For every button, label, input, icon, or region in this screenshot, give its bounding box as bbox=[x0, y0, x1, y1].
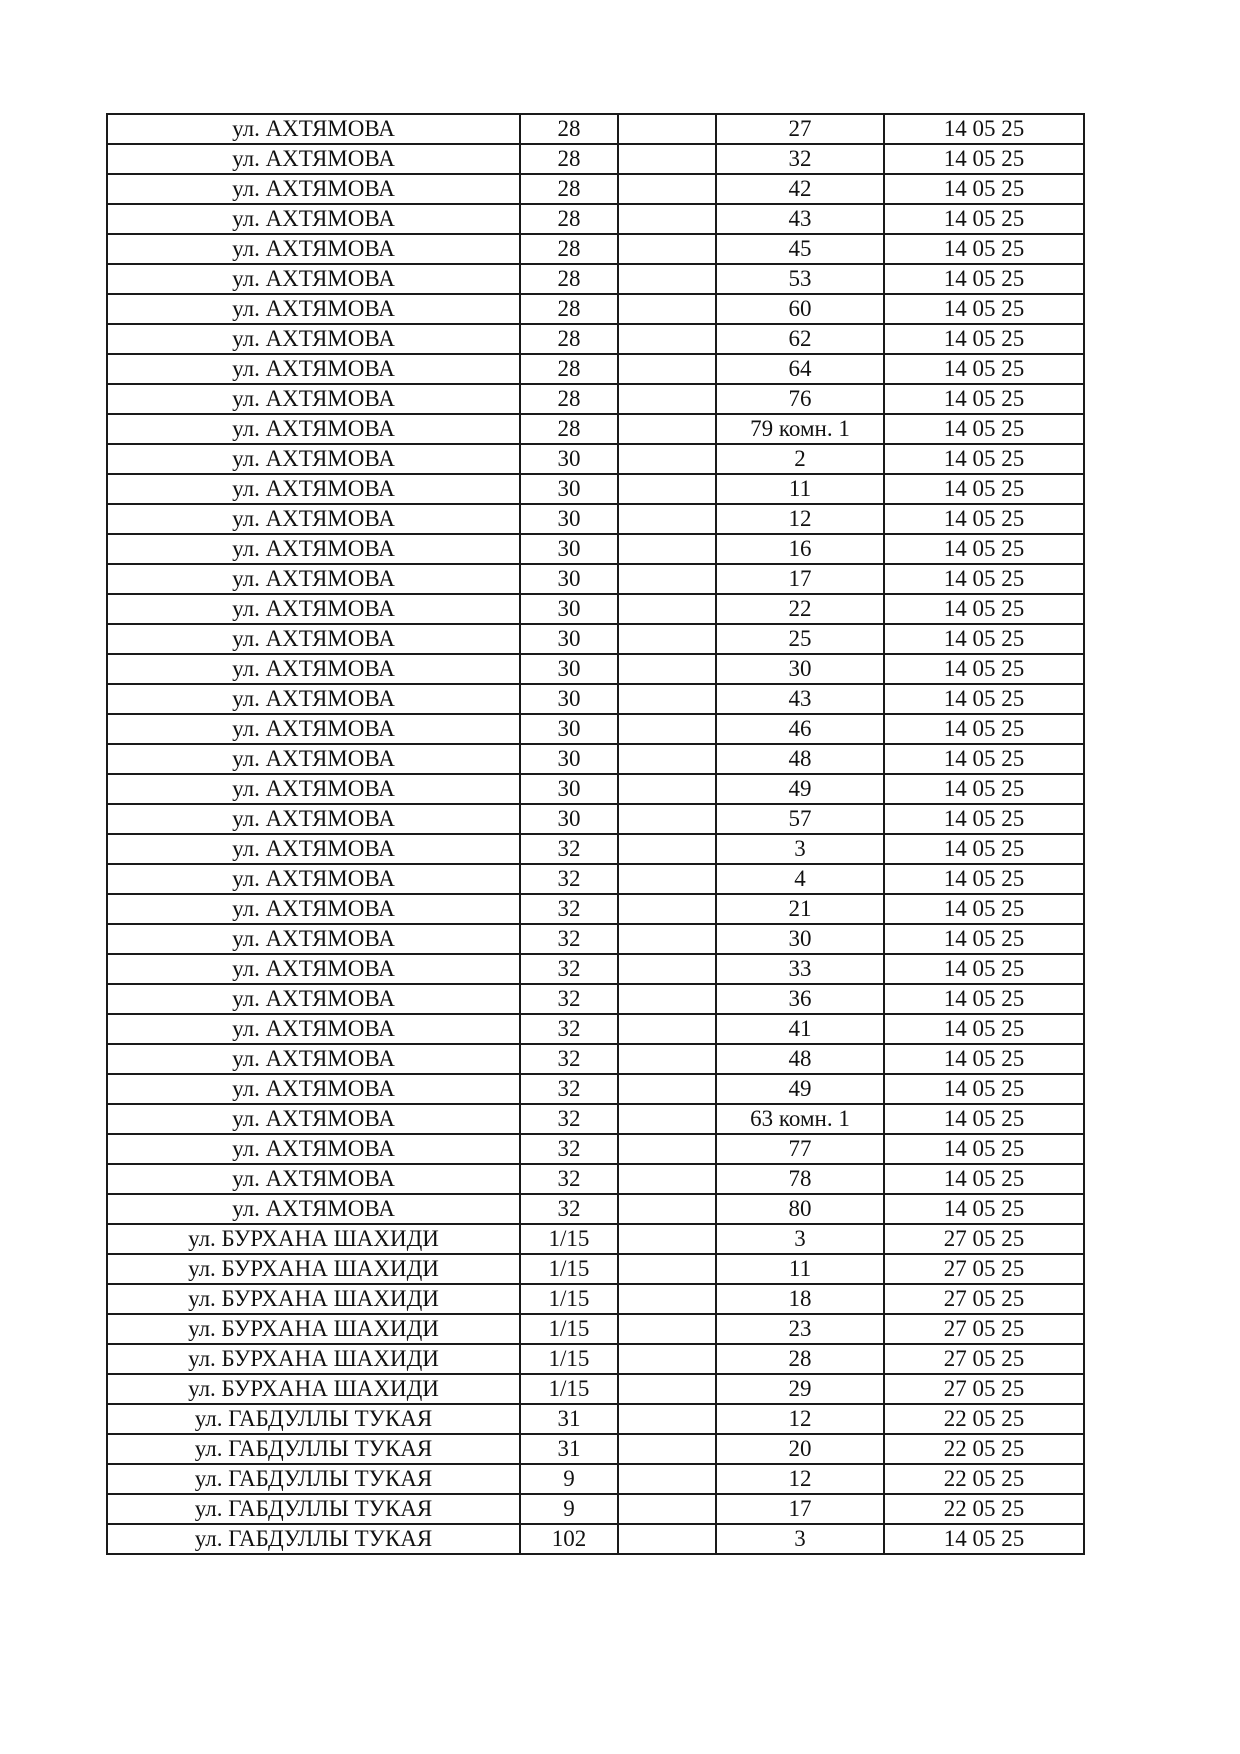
street-cell: ул. БУРХАНА ШАХИДИ bbox=[107, 1254, 520, 1284]
apartment-cell: 57 bbox=[716, 804, 884, 834]
house-number-cell: 32 bbox=[520, 894, 618, 924]
date-cell: 14 05 25 bbox=[884, 414, 1084, 444]
date-cell: 14 05 25 bbox=[884, 654, 1084, 684]
date-cell: 14 05 25 bbox=[884, 864, 1084, 894]
house-number-cell: 30 bbox=[520, 654, 618, 684]
apartment-cell: 45 bbox=[716, 234, 884, 264]
street-cell: ул. АХТЯМОВА bbox=[107, 1164, 520, 1194]
house-number-cell: 32 bbox=[520, 924, 618, 954]
building-cell bbox=[618, 1254, 716, 1284]
date-cell: 14 05 25 bbox=[884, 1134, 1084, 1164]
table-row bbox=[107, 1164, 1084, 1194]
house-number-cell: 32 bbox=[520, 984, 618, 1014]
table-row bbox=[107, 894, 1084, 924]
street-cell: ул. АХТЯМОВА bbox=[107, 984, 520, 1014]
date-cell: 14 05 25 bbox=[884, 324, 1084, 354]
house-number-cell: 28 bbox=[520, 234, 618, 264]
table-row bbox=[107, 834, 1084, 864]
apartment-cell: 17 bbox=[716, 1494, 884, 1524]
street-cell: ул. АХТЯМОВА bbox=[107, 144, 520, 174]
house-number-cell: 32 bbox=[520, 1164, 618, 1194]
building-cell bbox=[618, 294, 716, 324]
apartment-cell: 36 bbox=[716, 984, 884, 1014]
house-number-cell: 1/15 bbox=[520, 1374, 618, 1404]
date-cell: 14 05 25 bbox=[884, 624, 1084, 654]
street-cell: ул. БУРХАНА ШАХИДИ bbox=[107, 1284, 520, 1314]
street-cell: ул. АХТЯМОВА bbox=[107, 294, 520, 324]
street-cell: ул. АХТЯМОВА bbox=[107, 1134, 520, 1164]
apartment-cell: 43 bbox=[716, 684, 884, 714]
street-cell: ул. АХТЯМОВА bbox=[107, 714, 520, 744]
building-cell bbox=[618, 924, 716, 954]
apartment-cell: 3 bbox=[716, 1224, 884, 1254]
building-cell bbox=[618, 1494, 716, 1524]
street-cell: ул. АХТЯМОВА bbox=[107, 1014, 520, 1044]
table-row bbox=[107, 414, 1084, 444]
street-cell: ул. АХТЯМОВА bbox=[107, 1194, 520, 1224]
date-cell: 14 05 25 bbox=[884, 684, 1084, 714]
building-cell bbox=[618, 594, 716, 624]
building-cell bbox=[618, 1284, 716, 1314]
building-cell bbox=[618, 1464, 716, 1494]
street-cell: ул. АХТЯМОВА bbox=[107, 564, 520, 594]
table-row bbox=[107, 1524, 1084, 1554]
street-cell: ул. АХТЯМОВА bbox=[107, 504, 520, 534]
house-number-cell: 1/15 bbox=[520, 1314, 618, 1344]
street-cell: ул. АХТЯМОВА bbox=[107, 1044, 520, 1074]
street-cell: ул. ГАБДУЛЛЫ ТУКАЯ bbox=[107, 1404, 520, 1434]
building-cell bbox=[618, 1224, 716, 1254]
table-row bbox=[107, 624, 1084, 654]
apartment-cell: 49 bbox=[716, 774, 884, 804]
building-cell bbox=[618, 354, 716, 384]
apartment-cell: 22 bbox=[716, 594, 884, 624]
building-cell bbox=[618, 624, 716, 654]
street-cell: ул. АХТЯМОВА bbox=[107, 774, 520, 804]
apartment-cell: 53 bbox=[716, 264, 884, 294]
house-number-cell: 28 bbox=[520, 324, 618, 354]
date-cell: 27 05 25 bbox=[884, 1374, 1084, 1404]
apartment-cell: 3 bbox=[716, 834, 884, 864]
date-cell: 14 05 25 bbox=[884, 1074, 1084, 1104]
house-number-cell: 32 bbox=[520, 954, 618, 984]
house-number-cell: 30 bbox=[520, 474, 618, 504]
house-number-cell: 1/15 bbox=[520, 1224, 618, 1254]
apartment-cell: 12 bbox=[716, 504, 884, 534]
date-cell: 14 05 25 bbox=[884, 834, 1084, 864]
house-number-cell: 9 bbox=[520, 1464, 618, 1494]
house-number-cell: 32 bbox=[520, 864, 618, 894]
apartment-cell: 63 комн. 1 bbox=[716, 1104, 884, 1134]
house-number-cell: 32 bbox=[520, 1194, 618, 1224]
date-cell: 14 05 25 bbox=[884, 1044, 1084, 1074]
house-number-cell: 1/15 bbox=[520, 1284, 618, 1314]
date-cell: 14 05 25 bbox=[884, 234, 1084, 264]
apartment-cell: 18 bbox=[716, 1284, 884, 1314]
date-cell: 14 05 25 bbox=[884, 954, 1084, 984]
house-number-cell: 9 bbox=[520, 1494, 618, 1524]
house-number-cell: 30 bbox=[520, 774, 618, 804]
apartment-cell: 43 bbox=[716, 204, 884, 234]
table-row bbox=[107, 264, 1084, 294]
street-cell: ул. АХТЯМОВА bbox=[107, 954, 520, 984]
date-cell: 14 05 25 bbox=[884, 774, 1084, 804]
apartment-cell: 3 bbox=[716, 1524, 884, 1554]
apartment-cell: 49 bbox=[716, 1074, 884, 1104]
street-cell: ул. БУРХАНА ШАХИДИ bbox=[107, 1314, 520, 1344]
building-cell bbox=[618, 204, 716, 234]
table-row bbox=[107, 354, 1084, 384]
table-row bbox=[107, 1404, 1084, 1434]
building-cell bbox=[618, 474, 716, 504]
date-cell: 14 05 25 bbox=[884, 144, 1084, 174]
house-number-cell: 30 bbox=[520, 564, 618, 594]
building-cell bbox=[618, 864, 716, 894]
date-cell: 14 05 25 bbox=[884, 1194, 1084, 1224]
date-cell: 14 05 25 bbox=[884, 714, 1084, 744]
house-number-cell: 31 bbox=[520, 1434, 618, 1464]
apartment-cell: 29 bbox=[716, 1374, 884, 1404]
street-cell: ул. ГАБДУЛЛЫ ТУКАЯ bbox=[107, 1524, 520, 1554]
date-cell: 14 05 25 bbox=[884, 1104, 1084, 1134]
apartment-cell: 78 bbox=[716, 1164, 884, 1194]
table-row bbox=[107, 1314, 1084, 1344]
street-cell: ул. АХТЯМОВА bbox=[107, 534, 520, 564]
date-cell: 14 05 25 bbox=[884, 474, 1084, 504]
apartment-cell: 23 bbox=[716, 1314, 884, 1344]
date-cell: 14 05 25 bbox=[884, 594, 1084, 624]
street-cell: ул. АХТЯМОВА bbox=[107, 894, 520, 924]
date-cell: 27 05 25 bbox=[884, 1284, 1084, 1314]
date-cell: 14 05 25 bbox=[884, 504, 1084, 534]
street-cell: ул. АХТЯМОВА bbox=[107, 324, 520, 354]
table-row bbox=[107, 714, 1084, 744]
table-row bbox=[107, 1044, 1084, 1074]
date-cell: 14 05 25 bbox=[884, 294, 1084, 324]
house-number-cell: 32 bbox=[520, 1044, 618, 1074]
building-cell bbox=[618, 234, 716, 264]
table-row bbox=[107, 114, 1084, 144]
building-cell bbox=[618, 324, 716, 354]
date-cell: 14 05 25 bbox=[884, 534, 1084, 564]
house-number-cell: 32 bbox=[520, 1014, 618, 1044]
building-cell bbox=[618, 714, 716, 744]
building-cell bbox=[618, 1344, 716, 1374]
date-cell: 27 05 25 bbox=[884, 1224, 1084, 1254]
building-cell bbox=[618, 834, 716, 864]
table-row bbox=[107, 594, 1084, 624]
street-cell: ул. АХТЯМОВА bbox=[107, 204, 520, 234]
building-cell bbox=[618, 534, 716, 564]
building-cell bbox=[618, 894, 716, 924]
house-number-cell: 30 bbox=[520, 534, 618, 564]
building-cell bbox=[618, 144, 716, 174]
building-cell bbox=[618, 444, 716, 474]
date-cell: 14 05 25 bbox=[884, 804, 1084, 834]
table-row bbox=[107, 1014, 1084, 1044]
apartment-cell: 16 bbox=[716, 534, 884, 564]
apartment-cell: 28 bbox=[716, 1344, 884, 1374]
table-row bbox=[107, 984, 1084, 1014]
table-row bbox=[107, 1494, 1084, 1524]
building-cell bbox=[618, 1194, 716, 1224]
table-body bbox=[107, 114, 1084, 1554]
date-cell: 14 05 25 bbox=[884, 1164, 1084, 1194]
building-cell bbox=[618, 564, 716, 594]
house-number-cell: 30 bbox=[520, 804, 618, 834]
apartment-cell: 25 bbox=[716, 624, 884, 654]
street-cell: ул. АХТЯМОВА bbox=[107, 834, 520, 864]
date-cell: 14 05 25 bbox=[884, 204, 1084, 234]
apartment-cell: 80 bbox=[716, 1194, 884, 1224]
building-cell bbox=[618, 1374, 716, 1404]
building-cell bbox=[618, 654, 716, 684]
street-cell: ул. АХТЯМОВА bbox=[107, 924, 520, 954]
date-cell: 22 05 25 bbox=[884, 1404, 1084, 1434]
apartment-cell: 62 bbox=[716, 324, 884, 354]
street-cell: ул. АХТЯМОВА bbox=[107, 624, 520, 654]
apartment-cell: 64 bbox=[716, 354, 884, 384]
date-cell: 14 05 25 bbox=[884, 1014, 1084, 1044]
building-cell bbox=[618, 1524, 716, 1554]
date-cell: 14 05 25 bbox=[884, 114, 1084, 144]
date-cell: 27 05 25 bbox=[884, 1254, 1084, 1284]
building-cell bbox=[618, 1404, 716, 1434]
house-number-cell: 30 bbox=[520, 714, 618, 744]
house-number-cell: 28 bbox=[520, 264, 618, 294]
street-cell: ул. АХТЯМОВА bbox=[107, 354, 520, 384]
house-number-cell: 1/15 bbox=[520, 1344, 618, 1374]
table-row bbox=[107, 924, 1084, 954]
street-cell: ул. АХТЯМОВА bbox=[107, 234, 520, 264]
house-number-cell: 102 bbox=[520, 1524, 618, 1554]
street-cell: ул. АХТЯМОВА bbox=[107, 174, 520, 204]
date-cell: 14 05 25 bbox=[884, 264, 1084, 294]
apartment-cell: 4 bbox=[716, 864, 884, 894]
apartment-cell: 17 bbox=[716, 564, 884, 594]
street-cell: ул. БУРХАНА ШАХИДИ bbox=[107, 1224, 520, 1254]
date-cell: 14 05 25 bbox=[884, 354, 1084, 384]
house-number-cell: 28 bbox=[520, 294, 618, 324]
apartment-cell: 30 bbox=[716, 924, 884, 954]
apartment-cell: 11 bbox=[716, 1254, 884, 1284]
table-row bbox=[107, 144, 1084, 174]
street-cell: ул. БУРХАНА ШАХИДИ bbox=[107, 1374, 520, 1404]
house-number-cell: 28 bbox=[520, 384, 618, 414]
date-cell: 22 05 25 bbox=[884, 1464, 1084, 1494]
building-cell bbox=[618, 1434, 716, 1464]
table-row bbox=[107, 864, 1084, 894]
house-number-cell: 30 bbox=[520, 444, 618, 474]
street-cell: ул. АХТЯМОВА bbox=[107, 1104, 520, 1134]
date-cell: 14 05 25 bbox=[884, 564, 1084, 594]
apartment-cell: 12 bbox=[716, 1464, 884, 1494]
apartment-cell: 46 bbox=[716, 714, 884, 744]
apartment-cell: 21 bbox=[716, 894, 884, 924]
table-row bbox=[107, 204, 1084, 234]
street-cell: ул. ГАБДУЛЛЫ ТУКАЯ bbox=[107, 1494, 520, 1524]
table-row bbox=[107, 174, 1084, 204]
house-number-cell: 28 bbox=[520, 114, 618, 144]
street-cell: ул. ГАБДУЛЛЫ ТУКАЯ bbox=[107, 1434, 520, 1464]
date-cell: 14 05 25 bbox=[884, 984, 1084, 1014]
date-cell: 14 05 25 bbox=[884, 894, 1084, 924]
table-row bbox=[107, 294, 1084, 324]
house-number-cell: 30 bbox=[520, 504, 618, 534]
building-cell bbox=[618, 1104, 716, 1134]
table-row bbox=[107, 1104, 1084, 1134]
table-row bbox=[107, 234, 1084, 264]
table-row bbox=[107, 1344, 1084, 1374]
street-cell: ул. АХТЯМОВА bbox=[107, 444, 520, 474]
table-row bbox=[107, 744, 1084, 774]
date-cell: 14 05 25 bbox=[884, 174, 1084, 204]
apartment-cell: 41 bbox=[716, 1014, 884, 1044]
building-cell bbox=[618, 1044, 716, 1074]
building-cell bbox=[618, 174, 716, 204]
house-number-cell: 32 bbox=[520, 1104, 618, 1134]
table-row bbox=[107, 954, 1084, 984]
table-row bbox=[107, 1134, 1084, 1164]
date-cell: 27 05 25 bbox=[884, 1314, 1084, 1344]
table-row bbox=[107, 1074, 1084, 1104]
table-row bbox=[107, 1224, 1084, 1254]
house-number-cell: 30 bbox=[520, 744, 618, 774]
table-row bbox=[107, 1284, 1084, 1314]
street-cell: ул. АХТЯМОВА bbox=[107, 744, 520, 774]
apartment-cell: 60 bbox=[716, 294, 884, 324]
apartment-cell: 32 bbox=[716, 144, 884, 174]
table-row bbox=[107, 804, 1084, 834]
date-cell: 14 05 25 bbox=[884, 744, 1084, 774]
date-cell: 22 05 25 bbox=[884, 1494, 1084, 1524]
apartment-cell: 76 bbox=[716, 384, 884, 414]
date-cell: 14 05 25 bbox=[884, 1524, 1084, 1554]
street-cell: ул. АХТЯМОВА bbox=[107, 684, 520, 714]
table-row bbox=[107, 564, 1084, 594]
street-cell: ул. АХТЯМОВА bbox=[107, 384, 520, 414]
address-table bbox=[106, 113, 1085, 1555]
building-cell bbox=[618, 414, 716, 444]
house-number-cell: 1/15 bbox=[520, 1254, 618, 1284]
building-cell bbox=[618, 1164, 716, 1194]
apartment-cell: 2 bbox=[716, 444, 884, 474]
date-cell: 14 05 25 bbox=[884, 384, 1084, 414]
table-row bbox=[107, 384, 1084, 414]
apartment-cell: 27 bbox=[716, 114, 884, 144]
building-cell bbox=[618, 684, 716, 714]
table-row bbox=[107, 1464, 1084, 1494]
table-row bbox=[107, 1434, 1084, 1464]
building-cell bbox=[618, 384, 716, 414]
table-row bbox=[107, 324, 1084, 354]
table-row bbox=[107, 654, 1084, 684]
street-cell: ул. АХТЯМОВА bbox=[107, 654, 520, 684]
date-cell: 22 05 25 bbox=[884, 1434, 1084, 1464]
street-cell: ул. АХТЯМОВА bbox=[107, 864, 520, 894]
date-cell: 14 05 25 bbox=[884, 924, 1084, 954]
building-cell bbox=[618, 264, 716, 294]
house-number-cell: 30 bbox=[520, 624, 618, 654]
house-number-cell: 28 bbox=[520, 204, 618, 234]
house-number-cell: 28 bbox=[520, 354, 618, 384]
apartment-cell: 12 bbox=[716, 1404, 884, 1434]
street-cell: ул. БУРХАНА ШАХИДИ bbox=[107, 1344, 520, 1374]
street-cell: ул. АХТЯМОВА bbox=[107, 594, 520, 624]
apartment-cell: 79 комн. 1 bbox=[716, 414, 884, 444]
street-cell: ул. АХТЯМОВА bbox=[107, 414, 520, 444]
table-row bbox=[107, 474, 1084, 504]
table-row bbox=[107, 1194, 1084, 1224]
table-row bbox=[107, 444, 1084, 474]
house-number-cell: 31 bbox=[520, 1404, 618, 1434]
building-cell bbox=[618, 1314, 716, 1344]
building-cell bbox=[618, 774, 716, 804]
building-cell bbox=[618, 114, 716, 144]
house-number-cell: 28 bbox=[520, 144, 618, 174]
house-number-cell: 32 bbox=[520, 1134, 618, 1164]
house-number-cell: 30 bbox=[520, 684, 618, 714]
building-cell bbox=[618, 804, 716, 834]
table-row bbox=[107, 1374, 1084, 1404]
table-row bbox=[107, 504, 1084, 534]
apartment-cell: 48 bbox=[716, 1044, 884, 1074]
building-cell bbox=[618, 744, 716, 774]
street-cell: ул. АХТЯМОВА bbox=[107, 1074, 520, 1104]
table-row bbox=[107, 774, 1084, 804]
building-cell bbox=[618, 984, 716, 1014]
street-cell: ул. АХТЯМОВА bbox=[107, 114, 520, 144]
house-number-cell: 32 bbox=[520, 834, 618, 864]
table-row bbox=[107, 1254, 1084, 1284]
building-cell bbox=[618, 1074, 716, 1104]
apartment-cell: 77 bbox=[716, 1134, 884, 1164]
street-cell: ул. АХТЯМОВА bbox=[107, 474, 520, 504]
table-row bbox=[107, 684, 1084, 714]
apartment-cell: 30 bbox=[716, 654, 884, 684]
building-cell bbox=[618, 1014, 716, 1044]
apartment-cell: 33 bbox=[716, 954, 884, 984]
house-number-cell: 30 bbox=[520, 594, 618, 624]
street-cell: ул. АХТЯМОВА bbox=[107, 804, 520, 834]
building-cell bbox=[618, 954, 716, 984]
house-number-cell: 28 bbox=[520, 174, 618, 204]
building-cell bbox=[618, 504, 716, 534]
street-cell: ул. ГАБДУЛЛЫ ТУКАЯ bbox=[107, 1464, 520, 1494]
house-number-cell: 32 bbox=[520, 1074, 618, 1104]
apartment-cell: 11 bbox=[716, 474, 884, 504]
apartment-cell: 48 bbox=[716, 744, 884, 774]
house-number-cell: 28 bbox=[520, 414, 618, 444]
date-cell: 27 05 25 bbox=[884, 1344, 1084, 1374]
date-cell: 14 05 25 bbox=[884, 444, 1084, 474]
building-cell bbox=[618, 1134, 716, 1164]
apartment-cell: 42 bbox=[716, 174, 884, 204]
street-cell: ул. АХТЯМОВА bbox=[107, 264, 520, 294]
apartment-cell: 20 bbox=[716, 1434, 884, 1464]
table-row bbox=[107, 534, 1084, 564]
